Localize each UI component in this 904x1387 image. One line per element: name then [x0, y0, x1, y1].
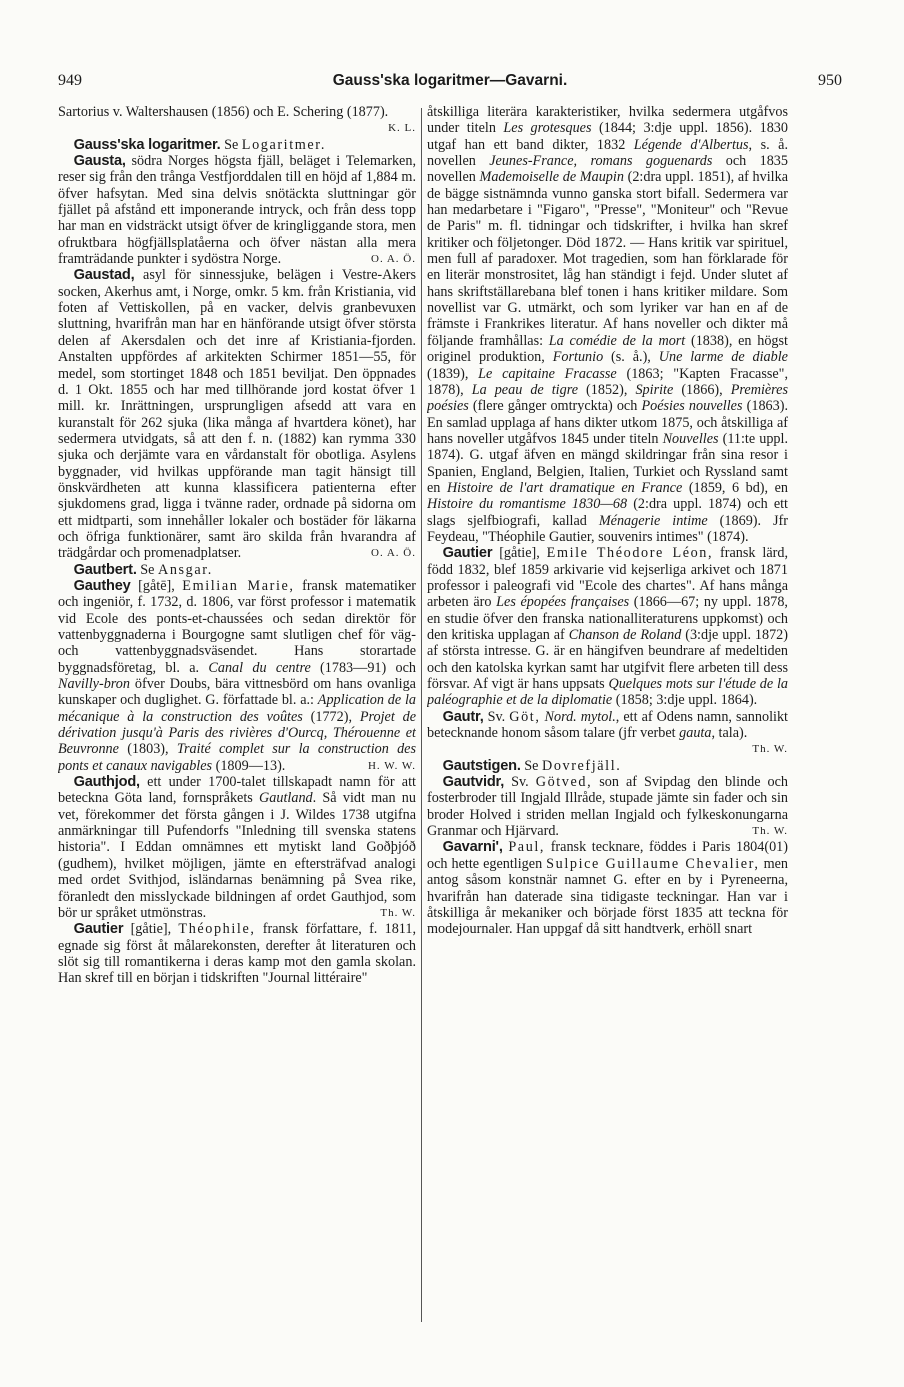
italic-title: Chanson de Roland [568, 627, 682, 643]
entry-text: Se [220, 136, 242, 153]
entry-text: Götved, [535, 774, 593, 791]
entry-text: Théophile, [178, 921, 256, 938]
italic-title: Nouvelles [662, 430, 719, 447]
italic-title: La comédie de la mort [548, 332, 686, 349]
italic-title: Légende d'Albertus [633, 136, 749, 153]
italic-title: Quelques mots sur l'étude de la paléographie et de la diplomatie [427, 676, 788, 709]
dictionary-entry [58, 562, 416, 578]
entry-text: Sv. [483, 708, 510, 725]
entry-text: , tala). [711, 725, 748, 742]
italic-title: Canal du centre [208, 659, 311, 676]
page-number-left: 949 [58, 72, 82, 89]
dictionary-entry [427, 774, 788, 839]
continued-text [427, 104, 788, 545]
entry-text: (11:te uppl. 1874). G. utgaf äfven en mängd skildringar från sina resor i Spanien, England, Belgien, Italien, Turkiet och Ryssland samt en [427, 430, 788, 496]
entry-text: Sv. [504, 774, 536, 791]
author-signature: K. L. [388, 122, 416, 135]
entry-text: öfver Doubs, bära vittnesbörd om hans ovanliga kunskaper och duglighet. G. författade bl. a.: [58, 676, 416, 709]
dictionary-entry [58, 578, 416, 774]
italic-title: Premières poésies [427, 381, 788, 415]
column-divider [421, 108, 422, 1322]
italic-title: Navilly-bron [58, 676, 130, 693]
italic-title: Gautland [259, 790, 313, 807]
entry-headword: Gautier [442, 545, 493, 562]
entry-text: Emilian Marie, [182, 577, 295, 594]
entry-headword: Gautbert. [73, 561, 137, 578]
entry-text: asyl för sinnessjuke, belägen i Vestre-Akers socken, Akerhus amt, i Norge, omkr. 5 km. från Kristiania, vid foten af Vettiskollen, på en vacker, delvis granbevuxen sluttning, hvarifrån man har en hänförande utsigt öfver största delen af Akersdalen och det inre af Kristiania-fjorden. Anstalten uppfördes af arkitekten Schirmer 1851—55, för medel, som stortinget 1848 och 1851 beviljat. Den öppnades d. 1 Okt. 1855 och har med tillhörande jord kostat öfver 1 mill. kr. Inrättningen, ursprungligen afsedd att vara en kuranstalt för 262 sjuka (lika många af hvartdera könet), har sedermera utvidgats, så att den f. n. (1882) kan rymma 330 sjuka och derjämte vara en vårdanstalt för obotliga. Asylens byggnader, vid hvilkas uppförande man tagit hänsigt till önskvärdheten att kunna klassificera patienterna efter sjukdomens grad, ligga i tvänne rader, ordnade på sidorna om ett midtparti, som innehåller lokaler och bostäder för läkarna och öfriga funktionärer, samt äro skilda från hvarandra af trädgårdar och promenadplatser. [58, 267, 416, 562]
entry-text: Ansgar. [157, 561, 213, 578]
entry-headword: Gaustad, [73, 267, 135, 284]
entry-headword: Gauthey [73, 577, 131, 594]
entry-text: fransk författare, f. 1811, egnade sig först åt målarekonsten, derefter åt literaturen och slöt sig till romantikerna i deras kamp mot den gamla skolan. Han skref till en början i tidskriften "Journal littéraire" [58, 921, 416, 987]
dictionary-entry [427, 709, 788, 758]
entry-headword: Gavarni', [442, 839, 503, 856]
entry-text: . Så vidt man nu vet, förekommer det första gången i J. Wildes 1738 utgifna anmärkningar till Pufendorfs "Inledning till svenska statens historia". I Eddan omnämnes ett mytiskt land Goðþjóð (gudhem), hvilket möjligen, jämte en eftersträfvad analogi med ordet Svithjod, isländarnas benämning på Svea rike, föranledt den misslyckade bildningen af ordet Gauthjod, som bör ur språket utmönstras. [58, 790, 416, 921]
entry-text: Sulpice Guillaume Chevalier, [546, 855, 760, 872]
entry-text: [gåtie], [492, 545, 547, 562]
dictionary-entry [58, 153, 416, 267]
entry-text: (1866—67; ny uppl. 1878, en studie öfver den franska nationalliteraturens uppkomst) och den kritiska upplagan af [427, 594, 788, 643]
entry-text: (flere gånger omtryckta) och [468, 398, 642, 415]
italic-title: Fortunio [552, 349, 604, 366]
entry-text: Göt, [509, 708, 541, 725]
entry-text: fransk matematiker och ingeniör, f. 1732, d. 1806, var först professor i matematik vid Ecole des ponts-et-chaussées och sedan direktör för vattenbyggnaderna i Bourgogne samt slutligen chef för väg- och vattenbyggnadsväsendet. Hans storartade byggnadsföretag, bl. a. [58, 577, 416, 676]
entry-text: fransk lärd, född 1832, blef 1859 arkivarie vid kejserliga arkivet och 1871 professor i paleografi vid "Ecole des chartes". Af hans många arbeten äro [427, 545, 788, 611]
entry-headword: Gautvidr, [442, 774, 505, 791]
author-signature: O. A. Ö. [371, 547, 416, 560]
entry-text: (1803), [118, 741, 177, 758]
italic-title: Poésies nouvelles [641, 398, 743, 415]
entry-text: , s. å. novellen [427, 136, 788, 170]
entry-text: ett under 1700-talet tillskapadt namn för att beteckna Göta land, fornspråkets [58, 774, 416, 807]
entry-text: men antog såsom konstnär namnet G. efter en by i Pyreneerna, hvarifrån han daterade sina tidigaste teckningar. Han var i åtskilliga år mekaniker och började först 1835 att teckna för modejournaler. Han uppgaf då sitt handtverk, erhöll snart [427, 855, 788, 938]
entry-text: [gåtie], [123, 921, 179, 938]
italic-title: Mademoiselle de Maupin [479, 169, 624, 186]
italic-title: Le capitaine Fracasse [478, 365, 617, 382]
entry-text: (1838), en högst originel produktion, [427, 332, 788, 366]
italic-title: La peau de tigre [471, 381, 579, 398]
entry-text: (1869). Jfr Feydeau, "Théophile Gautier, souvenirs intimes" (1874). [427, 512, 788, 545]
italic-title: Une larme de diable [658, 349, 788, 366]
dictionary-entry [427, 839, 788, 937]
entry-headword: Gausta, [73, 153, 126, 170]
entry-text: åtskilliga literära karakteristiker, hvilka sedermera utgåfvos under titeln [427, 104, 788, 137]
entry-text: , ett af Odens namn, sannolikt betecknande honom såsom talare (jfr verbet [427, 708, 788, 742]
entry-text: (s. å.), [603, 349, 659, 366]
entry-text: Sartorius v. Waltershausen (1856) och E. Schering (1877). [58, 104, 389, 120]
running-title: Gauss'ska logaritmer—Gavarni. [332, 72, 568, 89]
italic-title: Application de la mécanique à la construction des voûtes [58, 692, 416, 725]
entry-text: (1783—91) och [310, 659, 416, 676]
entry-headword: Gautr, [442, 708, 484, 725]
entry-text: (2:dra uppl. 1851), af hvilka de bägge sistnämnda vunno ganska stort bifall. Sedermera var han medarbetare i "Figaro", "Presse", "Moniteur" och "Revue de Paris" m. fl. tidningar och tidskrifter, i hvilka han skref kritiker och följetonger. Död 1872. — Hans kritik var spirituel, men full af paradoxer. Mot tragedien, som han förklarade för en literär monstrositet, låg han ständigt i fejd. Under slutet af hans skriftställarebana blef tonen i hans kritiker mildare. Som novellist var G. utmärkt, och som lyriker var han en af de främste i Frankrikes literatur. Af hans noveller och dikter må följande framhållas: [427, 169, 788, 349]
entry-text: Emile Théodore Léon, [546, 545, 714, 562]
entry-text: Se [136, 561, 158, 578]
italic-title: Histoire de l'art dramatique en France [446, 479, 683, 496]
dictionary-entry [58, 774, 416, 921]
entry-text: fransk tecknare, föddes i Paris 1804(01) och hette egentligen [427, 839, 788, 872]
italic-title: Traité complet sur la construction des ponts et canaux navigables [58, 741, 416, 774]
entry-text: (1772), [302, 708, 360, 725]
entry-text: (1839), [427, 365, 479, 382]
entry-text: Se [520, 757, 542, 774]
entry-headword: Gautier [73, 921, 124, 938]
entry-text: (3:dje uppl. 1872) af största intresse. G. är en hängifven beundrare af medeltiden och den katolska kyrkan samt har utgifvit flere arbeten till dess försvar. Af vigt är hans uppsats [427, 627, 788, 693]
entry-text: (1863). En samlad upplaga af hans dikter utkom 1875, och åtskilliga af hans noveller utgåfvos 1845 under titeln [427, 398, 788, 447]
italic-title: Ménagerie intime [598, 512, 708, 529]
entry-text: södra Norges högsta fjäll, beläget i Telemarken, reser sig från den trånga Vestfjorddalen till en höjd af 1,884 m. öfver hafsytan. Med sina delvis snötäckta sluttningar gör fjället på afstånd ett imponerande intryck, och från dess topp har man en vidsträckt utsigt öfver de kringliggande stora, men ofruktbara högfjällsplatåerna och öfver nästan alla mera framträdande punkter i sydöstra Norge. [58, 153, 416, 268]
left-column [58, 104, 416, 1369]
author-signature: Th. W. [752, 743, 788, 756]
dictionary-entry [58, 921, 416, 986]
dictionary-entry [58, 267, 416, 561]
italic-title: Les grotesques [503, 120, 592, 137]
entry-text: Dovrefjäll. [541, 757, 622, 774]
entry-text: Logaritmer. [241, 136, 326, 153]
entry-text: (1852), [578, 381, 636, 398]
entry-text: (2:dra uppl. 1874) och ett slags sjelfbiografi, kallad [427, 496, 788, 529]
continued-text [58, 104, 416, 137]
author-signature: Th. W. [380, 906, 416, 919]
entry-text: (1866), [673, 381, 731, 398]
entry-headword: Gauss'ska logaritmer. [73, 136, 221, 153]
entry-text: och 1835 novellen [427, 153, 788, 186]
entry-text: Paul, [508, 839, 546, 856]
italic-title: Histoire du romantisme 1830—68 [427, 496, 628, 513]
italic-title: Spirite [635, 381, 674, 398]
entry-text: (1844; 3:dje uppl. 1856). 1830 utgaf han ett band dikter, 1832 [427, 120, 788, 153]
entry-text: (1859, 6 bd), en [682, 479, 788, 496]
italic-title: Jeunes-France, romans goguenards [489, 153, 713, 170]
entry-text: (1863; "Kapten Fracasse", 1878), [427, 365, 788, 398]
italic-title: gauta [679, 725, 712, 742]
dictionary-entry [58, 137, 416, 153]
entry-text: (1809—13). [212, 757, 286, 774]
italic-title: Nord. mytol. [544, 708, 616, 725]
entry-headword: Gauthjod, [73, 774, 140, 791]
page-header [58, 72, 842, 94]
author-signature: Th. W. [752, 825, 788, 838]
right-column [427, 104, 788, 1369]
entry-text: (1858; 3:dje uppl. 1864). [612, 692, 758, 709]
author-signature: O. A. Ö. [371, 253, 416, 266]
entry-text: [gåtē], [130, 577, 183, 594]
italic-title: Projet de dérivation jusqu'à Paris des rivières d'Ourcq, Thérouenne et Beuvronne [58, 708, 416, 758]
dictionary-entry [427, 545, 788, 708]
author-signature: H. W. W. [367, 759, 416, 772]
page-number-right: 950 [818, 72, 842, 89]
dictionary-entry [427, 758, 788, 774]
entry-text: son af Svipdag den blinde och fosterbroder till Ingjald Illråde, stupade jämte sin fader och sin broder Holved i striden mellan Ingjald och fylkeskonungarna Granmar och Hjärvard. [427, 774, 788, 840]
entry-headword: Gautstigen. [442, 757, 521, 774]
italic-title: Les épopées françaises [496, 594, 630, 611]
